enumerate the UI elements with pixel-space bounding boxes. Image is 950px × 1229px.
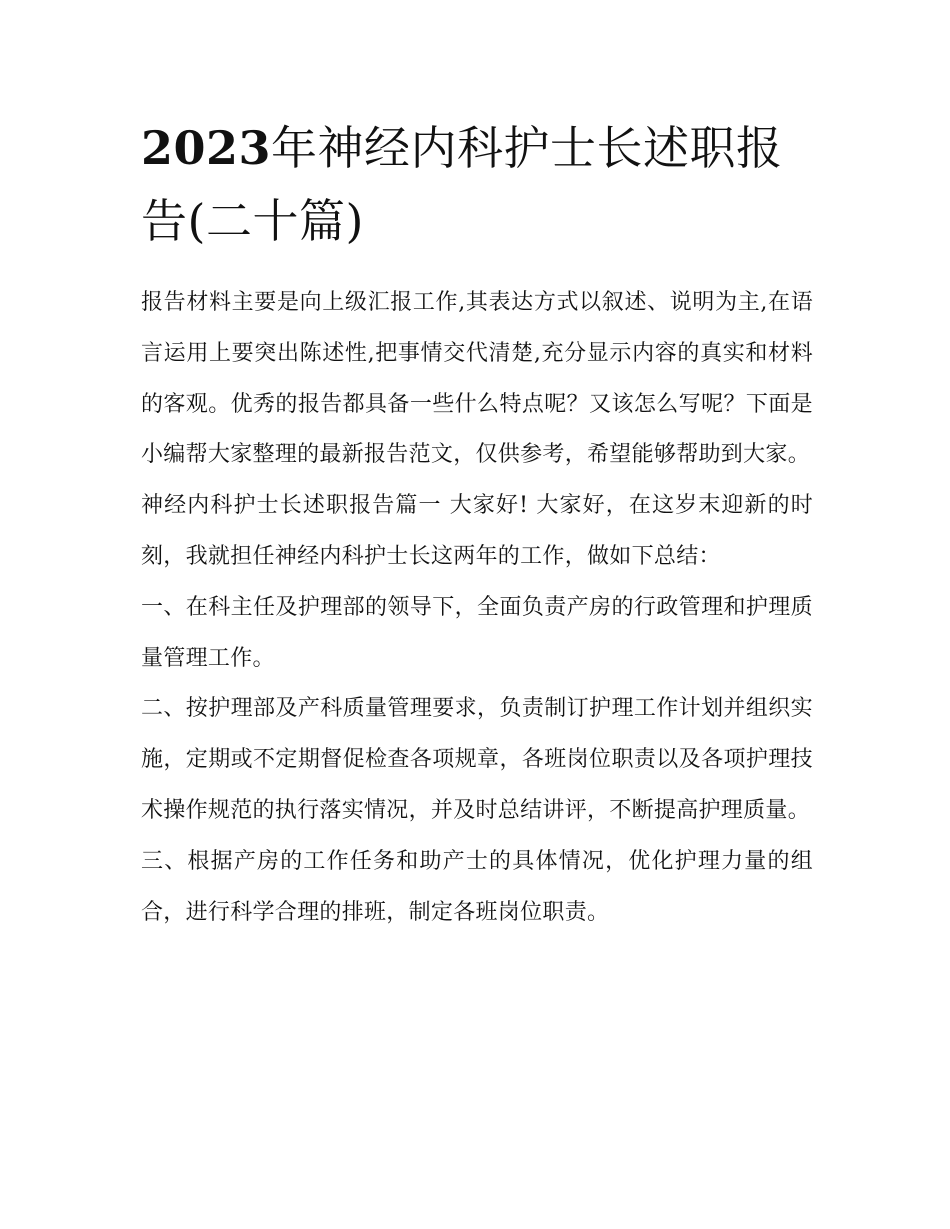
title-text: 年神经内科护士长述职报告(二十篇) <box>141 121 783 248</box>
title-year: 2023 <box>141 121 272 175</box>
item-two-paragraph: 二、按护理部及产科质量管理要求，负责制订护理工作计划并组织实施，定期或不定期督促检查各项规章，各班岗位职责以及各项护理技术操作规范的执行落实情况，并及时总结讲评，不断提高护理质量。 <box>141 696 813 823</box>
document-content <box>141 112 813 938</box>
item-one-paragraph: 一、在科主任及护理部的领导下，全面负责产房的行政管理和护理质量管理工作。 <box>141 594 813 671</box>
intro-paragraph: 报告材料主要是向上级汇报工作,其表达方式以叙述、说明为主,在语言运用上要突出陈述性,把事情交代清楚,充分显示内容的真实和材料的客观。优秀的报告都具备一些什么特点呢？又该怎么写呢？下面是小编帮大家整理的最新报告范文，仅供参考，希望能够帮助到大家。 <box>141 290 813 468</box>
item-three-paragraph: 三、根据产房的工作任务和助产士的具体情况，优化护理力量的组合，进行科学合理的排班，制定各班岗位职责。 <box>141 848 813 925</box>
document-title <box>141 112 813 258</box>
opening-paragraph: 神经内科护士长述职报告篇一 大家好! 大家好，在这岁末迎新的时刻，我就担任神经内科护士长这两年的工作，做如下总结： <box>141 493 813 569</box>
